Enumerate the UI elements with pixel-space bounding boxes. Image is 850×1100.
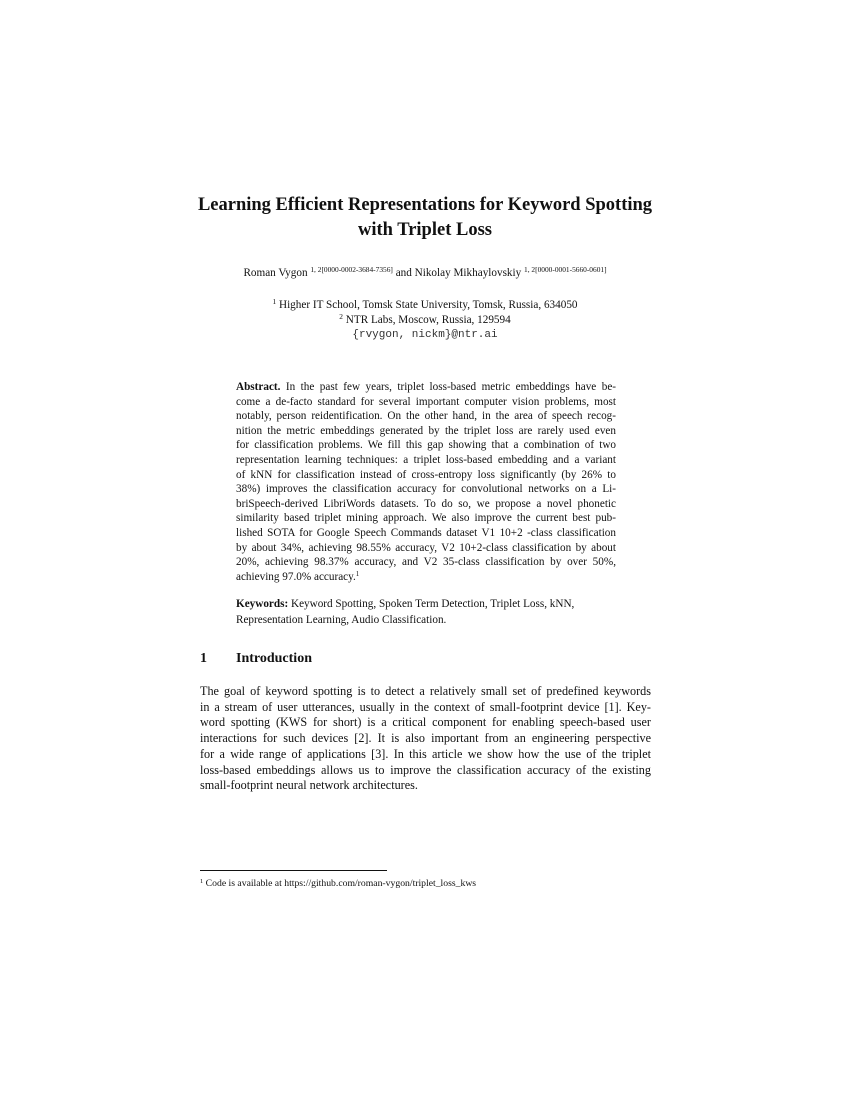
author-list	[150, 265, 700, 281]
affiliations	[150, 298, 700, 343]
abstract-line: of kNN for classification instead of cross-entropy loss significantly (by 26% to	[236, 468, 616, 481]
author-affiliation-orcid: 1, 2[0000-0001-5660-0601]	[524, 265, 607, 274]
abstract-line: nition the metric embeddings generated by the triplet loss are rarely used even	[236, 424, 616, 437]
abstract-line: similarity based triplet mining approach. We also improve the current best pub-	[236, 512, 616, 525]
introduction-paragraph	[200, 684, 651, 794]
abstract-line: come a de-facto standard for several important computer vision problems, most	[236, 395, 616, 408]
abstract	[236, 380, 616, 584]
paragraph-line: for a wide range of applications [3]. In this article we show how the use of the triplet	[200, 746, 651, 761]
keywords-label: Keywords:	[236, 598, 289, 610]
author-name: Nikolay Mikhaylovskiy	[414, 267, 522, 279]
section-number: 1	[200, 651, 207, 666]
abstract-line: 38%) improves the classification accuracy for convolutional networks on a Li-	[236, 483, 616, 496]
footnote-reference: 1	[355, 569, 360, 578]
author-name: Roman Vygon	[243, 267, 308, 279]
affiliation-line	[150, 313, 700, 328]
paragraph-line: word spotting (KWS for short) is a critical component for enabling speech-based user	[200, 715, 651, 730]
footnote	[200, 878, 476, 889]
abstract-line: notably, person reidentification. On the other hand, in the area of speech recog-	[236, 410, 616, 423]
keywords-line	[236, 597, 616, 613]
abstract-line	[236, 570, 616, 585]
keywords-text: Keyword Spotting, Spoken Term Detection, Triplet Loss, kNN,	[291, 598, 575, 610]
affiliation-mark: 2	[339, 312, 343, 321]
abstract-line: by about 34%, achieving 98.55% accuracy, V2 10+2-class classification by about	[236, 541, 616, 554]
paragraph-line: in a stream of user utterances, usually in the context of small-footprint device [1]. Key-	[200, 699, 651, 714]
abstract-line	[236, 380, 616, 395]
abstract-line: representation learning techniques: a triplet loss-based embedding and a variant	[236, 453, 616, 466]
title-line: Learning Efficient Representations for Keyword Spotting	[197, 195, 653, 215]
affiliation-text: Higher IT School, Tomsk State University, Tomsk, Russia, 634050	[278, 299, 578, 311]
paragraph-line: loss-based embeddings allows us to improve the classification accuracy of the existing	[200, 762, 651, 777]
abstract-line: 20%, achieving 98.37% accuracy, and V2 35-class classification by over 50%,	[236, 556, 616, 569]
affiliation-mark: 1	[272, 297, 277, 306]
paragraph-line: interactions for such devices [2]. It is also important from an engineering perspective	[200, 731, 651, 746]
author-connector: and	[395, 267, 412, 279]
abstract-text: achieving 97.0% accuracy.	[236, 570, 356, 583]
keywords-line: Representation Learning, Audio Classification.	[236, 613, 447, 626]
abstract-text: In the past few years, triplet loss-based metric embeddings have be-	[285, 381, 617, 393]
title-line: with Triplet Loss	[358, 220, 492, 240]
paragraph-line: The goal of keyword spotting is to detect a relatively small set of predefined keywords	[200, 684, 651, 698]
abstract-line: for classification problems. We fill this gap showing that a combination of two	[236, 439, 616, 452]
footnote-text: Code is available at https://github.com/roman-vygon/triplet_loss_kws	[205, 878, 477, 889]
paper-title	[150, 193, 700, 243]
author-affiliation-orcid: 1, 2[0000-0002-3684-7356]	[310, 265, 393, 274]
paragraph-line: small-footprint neural network architectures.	[200, 778, 418, 793]
section-title: Introduction	[236, 651, 312, 666]
footnote-divider	[200, 870, 387, 871]
abstract-line: briSpeech-derived LibriWords datasets. To do so, we propose a novel phonetic	[236, 497, 616, 510]
affiliation-text: NTR Labs, Moscow, Russia, 129594	[345, 314, 511, 326]
affiliation-line	[150, 298, 700, 313]
footnote-mark: 1	[200, 878, 204, 885]
author-email: {rvygon, nickm}@ntr.ai	[352, 329, 498, 341]
section-heading	[200, 651, 312, 667]
keywords	[236, 597, 616, 628]
abstract-line: lished SOTA for Google Speech Commands dataset V1 10+2 -class classification	[236, 526, 616, 539]
abstract-label: Abstract.	[236, 381, 281, 393]
